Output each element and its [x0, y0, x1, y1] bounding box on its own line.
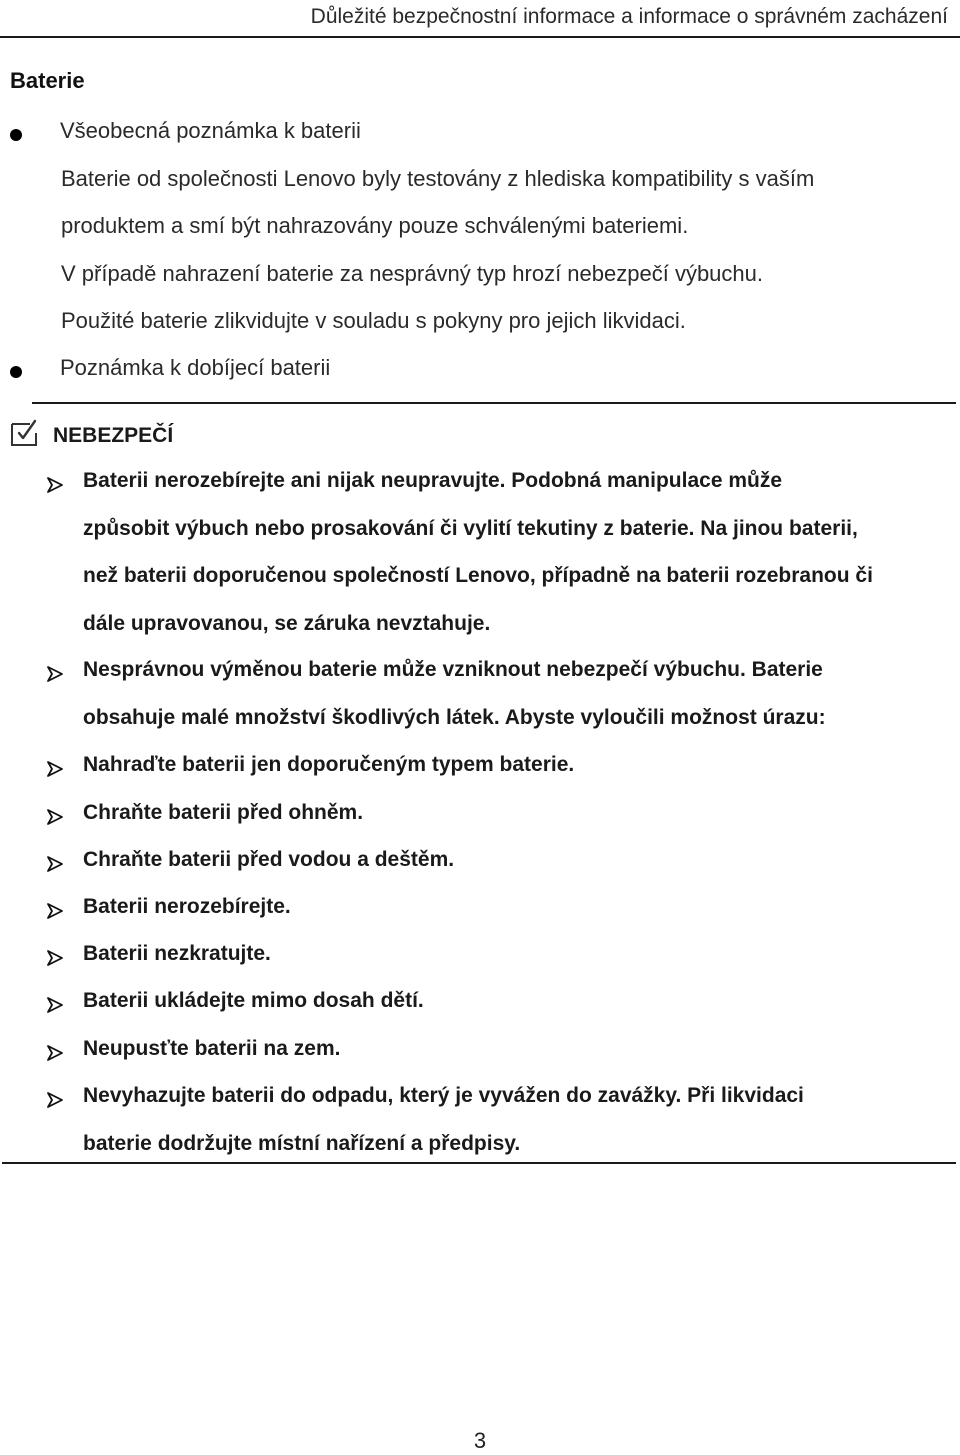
arrow-bullet-icon — [45, 1043, 65, 1063]
danger-item-text: dále upravovanou, se záruka nevztahuje. — [83, 612, 491, 635]
bullet-dot-icon — [10, 129, 22, 141]
warning-note-icon — [8, 418, 42, 452]
general-note-line: Použité baterie zlikvidujte v souladu s pokyny pro jejich likvidaci. — [61, 308, 686, 333]
danger-box-bottom-rule — [2, 1162, 956, 1164]
arrow-bullet-icon — [45, 475, 65, 495]
arrow-bullet-icon — [45, 854, 65, 874]
header-title: Důležité bezpečnostní informace a informace o správném zacházení — [310, 5, 948, 28]
danger-item-text: baterie dodržujte místní nařízení a předpisy. — [83, 1132, 521, 1155]
danger-item-text: Baterii nezkratujte. — [83, 942, 271, 965]
danger-item-text: Chraňte baterii před vodou a deštěm. — [83, 848, 455, 871]
rechargeable-note-heading: Poznámka k dobíjecí baterii — [60, 355, 331, 380]
general-note-line: V případě nahrazení baterie za nesprávný typ hrozí nebezpečí výbuchu. — [61, 261, 763, 286]
bullet-dot-icon — [10, 366, 22, 378]
arrow-bullet-icon — [45, 759, 65, 779]
arrow-bullet-icon — [45, 995, 65, 1015]
general-note-line: Baterie od společnosti Lenovo byly testovány z hlediska kompatibility s vaším — [61, 166, 815, 191]
arrow-bullet-icon — [45, 807, 65, 827]
section-title: Baterie — [10, 68, 85, 93]
danger-item-text: Baterii nerozebírejte ani nijak neupravujte. Podobná manipulace může — [83, 469, 783, 492]
danger-item-text: Nahraďte baterii jen doporučeným typem baterie. — [83, 753, 575, 776]
danger-item-text: obsahuje malé množství škodlivých látek. Abyste vyloučili možnost úrazu: — [83, 706, 826, 729]
danger-box-top-rule — [32, 402, 956, 404]
danger-item-text: Nevyhazujte baterii do odpadu, který je vyvážen do zavážky. Při likvidaci — [83, 1084, 804, 1107]
danger-item-text: Chraňte baterii před ohněm. — [83, 801, 364, 824]
danger-item-text: způsobit výbuch nebo prosakování či vylití tekutiny z baterie. Na jinou baterii, — [83, 517, 858, 540]
danger-item-text: Baterii ukládejte mimo dosah dětí. — [83, 989, 424, 1012]
danger-item-text: Baterii nerozebírejte. — [83, 895, 291, 918]
danger-item-text: než baterii doporučenou společností Lenovo, případně na baterii rozebranou či — [83, 564, 873, 587]
arrow-bullet-icon — [45, 901, 65, 921]
danger-item-text: Nesprávnou výměnou baterie může vzniknout nebezpečí výbuchu. Baterie — [83, 658, 823, 681]
page-number: 3 — [473, 1428, 487, 1453]
page-header — [0, 0, 960, 38]
arrow-bullet-icon — [45, 1090, 65, 1110]
danger-title: NEBEZPEČÍ — [53, 424, 174, 447]
general-note-line: produktem a smí být nahrazovány pouze schválenými bateriemi. — [61, 213, 689, 238]
arrow-bullet-icon — [45, 948, 65, 968]
danger-item-text: Neupusťte baterii na zem. — [83, 1037, 341, 1060]
general-note-heading: Všeobecná poznámka k baterii — [60, 118, 361, 143]
arrow-bullet-icon — [45, 664, 65, 684]
